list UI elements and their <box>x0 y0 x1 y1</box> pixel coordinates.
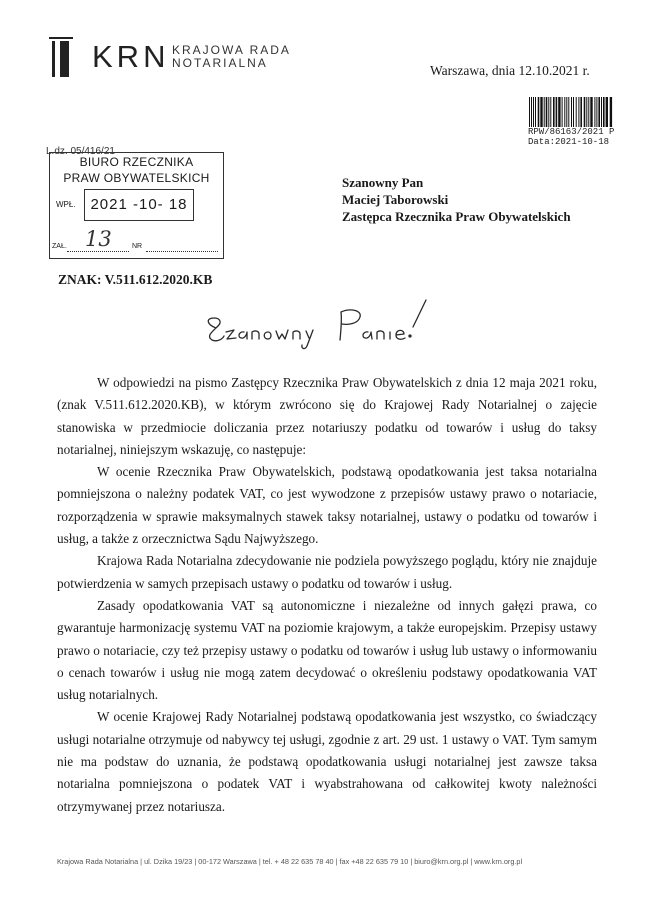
barcode-bar <box>531 97 532 127</box>
stamp-reference: L.dz. 05/416/21 <box>46 146 115 157</box>
barcode-bar <box>540 97 542 127</box>
barcode-text <box>528 127 614 147</box>
paragraph: Krajowa Rada Notarialna zdecydowanie nie podziela powyższego poglądu, który nie znajduje potwierdzenia w samych przepisach ustawy o podatku od towarów i usług. <box>57 553 597 591</box>
letter-body <box>57 372 597 818</box>
barcode-bar <box>594 97 595 127</box>
paragraph: W ocenie Krajowej Rady Notarialnej podstawą opodatkowania jest wszystko, co świadczący usługi notarialne otrzymuje od nabywcy tej usługi, zgodnie z art. 29 ust. 1 ustawy o VAT. Tym samym nie ma podstaw do uznania, że podstawą opodatkowania usługi notarialnej jest zawsze taksa notarialna pomniejszona o podatek VAT i wyabstrahowana od całkowitej kwoty należności otrzymywanej przez notariusza. <box>57 709 597 814</box>
barcode-bar <box>584 97 586 127</box>
krn-logo-icon <box>49 37 73 77</box>
barcode-line1: RPW/86163/2021 P <box>528 127 615 137</box>
barcode-bar <box>596 97 597 127</box>
barcode-bar <box>576 97 577 127</box>
organization-name-line1: KRAJOWA RADA <box>172 43 291 57</box>
stamp-wpl-label: WPŁ. <box>56 200 76 209</box>
barcode-bar <box>529 97 530 127</box>
paragraph: W odpowiedzi na pismo Zastępcy Rzecznika Praw Obywatelskich z dnia 12 maja 2021 roku, (znak V.511.612.2020.KB), w którym zwrócono się do Krajowej Rady Notarialnej o zajęcie stanowiska w przedmiocie doliczania przez notariuszy podatku od towarów i usług do taksy notarialnej, niniejszym wskazuję, co następuje: <box>57 375 597 457</box>
addressee-salutation: Szanowny Pan <box>342 175 424 190</box>
handwritten-greeting <box>200 290 440 360</box>
barcode-bar <box>590 97 592 127</box>
barcode-bar <box>564 97 565 127</box>
organization-name-line2: NOTARIALNA <box>172 56 268 70</box>
barcode-bar <box>566 97 567 127</box>
barcode-bar <box>553 97 555 127</box>
barcode-bar <box>533 97 534 127</box>
paragraph: W ocenie Rzecznika Praw Obywatelskich, podstawą opodatkowania jest taksa notarialna pomniejszona o należny podatek VAT, co jest wywodzone z przepisów ustawy prawo o notariacie, rozporządzenia w sprawie maksymalnych stawek taksy notarialnej, ustawy o podatku od towarów i usług, a także z orzecznictwa Sądu Najwyższego. <box>57 464 597 547</box>
barcode-bar <box>578 97 579 127</box>
stamp-line2: PRAW OBYWATELSKICH <box>63 171 210 185</box>
barcode-bar <box>601 97 602 127</box>
barcode-bar <box>548 97 549 127</box>
stamp-zal-label: ZAŁ. <box>52 243 67 250</box>
barcode-bar <box>610 97 612 127</box>
barcode-bar <box>535 97 536 127</box>
logo-krn-text: KRN <box>92 39 170 74</box>
barcode-icon <box>529 97 614 127</box>
barcode-bar <box>571 97 572 127</box>
barcode-bar <box>556 97 558 127</box>
stamp-zal-value: 13 <box>85 227 112 251</box>
barcode-bar <box>598 97 600 127</box>
paragraph: Zasady opodatkowania VAT są autonomiczne i niezależne od innych gałęzi prawa, co gwarantuje harmonizację systemu VAT na poziomie krajowym, a także europejskim. Przepisy ustawy prawo o notariacie, czy też przepisy ustawy o podatku od towarów i usług lub ustawy o informowaniu o cenach towarów i usług nie mogą zatem decydować o określeniu podstawy opodatkowania VAT usług notarialnych. <box>57 597 597 703</box>
stamp-line1: BIURO RZECZNIKA <box>79 155 194 169</box>
barcode-bar <box>546 97 548 127</box>
place-date: Warszawa, dnia 12.10.2021 r. <box>430 63 590 78</box>
barcode-bar <box>538 97 540 127</box>
addressee-title: Zastępca Rzecznika Praw Obywatelskich <box>342 209 571 224</box>
barcode-bar <box>562 97 563 127</box>
reference-number: ZNAK: V.511.612.2020.KB <box>58 272 213 287</box>
barcode-bar <box>544 97 545 127</box>
barcode-bar <box>588 97 589 127</box>
stamp-dotted-line <box>146 243 218 252</box>
addressee-name: Maciej Taborowski <box>342 192 449 207</box>
barcode-bar <box>568 97 569 127</box>
barcode-bar <box>603 97 605 127</box>
receipt-stamp <box>49 152 224 259</box>
footer-contact: Krajowa Rada Notarialna | ul. Dzika 19/23 | 00-172 Warszawa | tel. + 48 22 635 78 40 | fax +48 22 635 79 10 | biuro@krn.org.pl | www.krn.org.pl <box>57 857 523 866</box>
barcode-bar <box>586 97 587 127</box>
barcode-bar <box>550 97 551 127</box>
organization-name <box>172 44 291 70</box>
barcode-bar <box>558 97 560 127</box>
stamp-date: 2021 -10- 18 <box>84 189 194 221</box>
barcode-line2: Data:2021-10-18 <box>528 137 610 147</box>
barcode-bar <box>606 97 608 127</box>
stamp-nr-label: NR <box>132 243 143 250</box>
barcode-bar <box>573 97 574 127</box>
barcode-bar <box>580 97 582 127</box>
